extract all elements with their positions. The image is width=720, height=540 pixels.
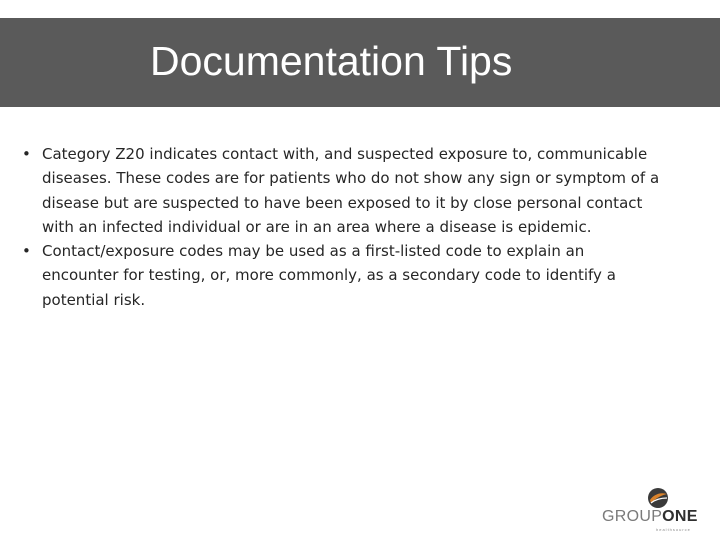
logo-word-group: GROUP xyxy=(602,508,663,525)
bullet-item xyxy=(22,142,662,239)
slide-title: Documentation Tips xyxy=(150,38,513,84)
logo-tagline: healthsource xyxy=(656,527,691,532)
logo-wordmark xyxy=(602,508,698,526)
bullet-text: Contact/exposure codes may be used as a first-listed code to explain an encounter for testing, or, more commonly, as a secondary code to identify a potential risk. xyxy=(42,242,616,309)
bullet-item xyxy=(22,239,662,312)
bullet-text: Category Z20 indicates contact with, and suspected exposure to, communicable diseases. These codes are for patients who do not show any sign or symptom of a disease but are suspected to have been exposed to it by close personal contact with an infected individual or are in an area where a disease is epidemic. xyxy=(42,145,660,236)
bullet-marker: • xyxy=(22,242,31,261)
logo-mark-icon xyxy=(646,486,670,510)
bullet-marker: • xyxy=(22,145,31,163)
bullet-list xyxy=(22,142,662,312)
company-logo xyxy=(598,486,716,534)
logo-word-one: ONE xyxy=(662,508,698,525)
